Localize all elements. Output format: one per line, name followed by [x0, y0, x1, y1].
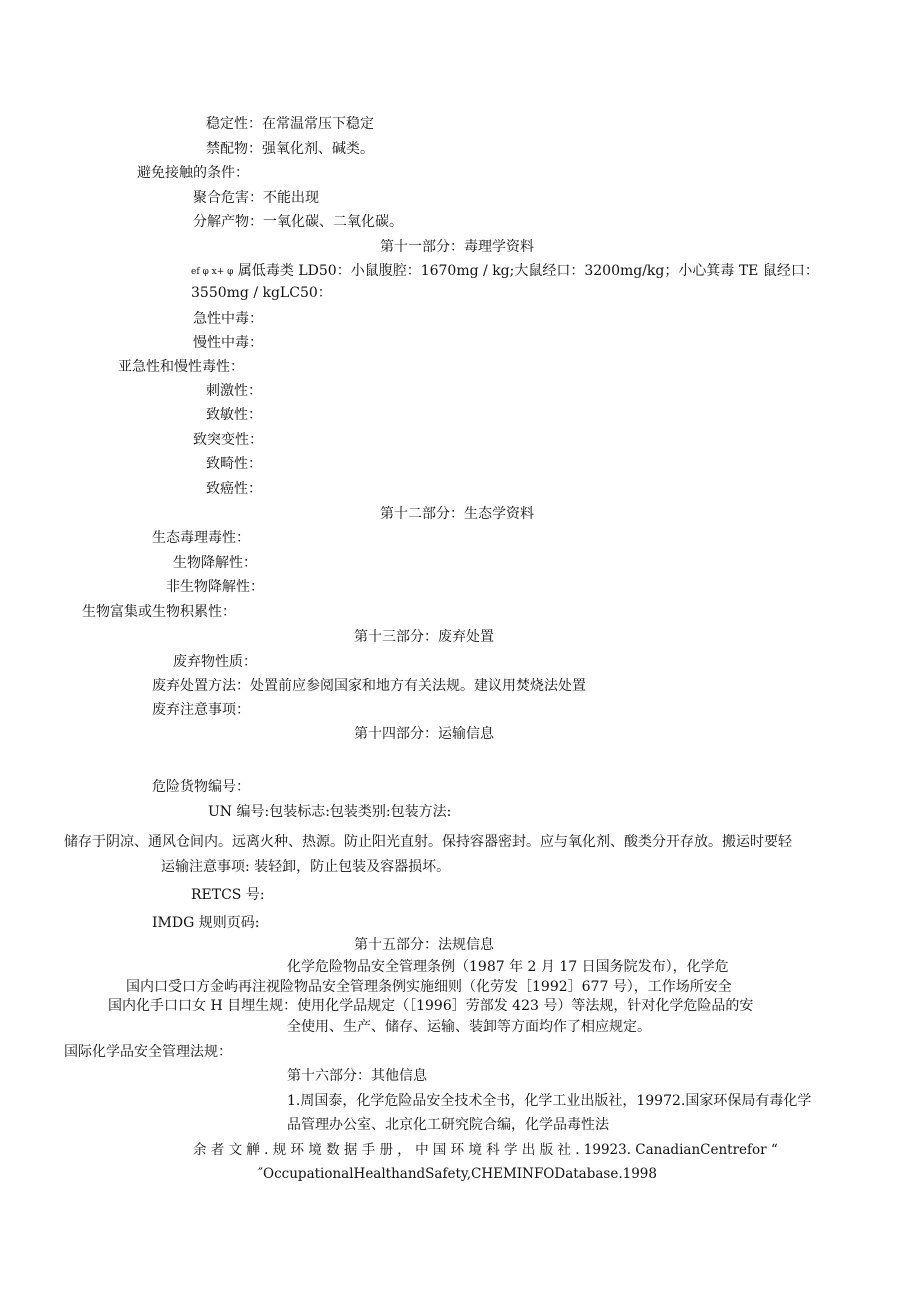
section14-title: 第十四部分：运输信息: [354, 726, 494, 742]
tox-line-1: ef φ x+ φ 属低毒类 LD50：小鼠腹腔：1670mg / kg;大鼠经口：3200mg/kg；小心箕毒 TE 鼠经口：: [191, 263, 819, 279]
imdg-label: IMDG 规则页码:: [152, 915, 260, 931]
section13-title: 第十三部分：废弃处置: [354, 629, 494, 645]
reference-line-3: 余 者 文 觯 . 规 环 境 数 据 手 册 ， 中 国 环 境 科 学 出 版 社 . 19923. CanadianCentrefor “: [193, 1142, 778, 1158]
incompatibles-row: 禁配物：强氧化剂、碱类。: [206, 141, 374, 157]
storage-line: 储存于阴凉、通风仓间内。远离火种、热源。防止阳光直射。保持容器密封。应与氧化剂、酸类分开存放。搬运时要轻: [64, 834, 792, 850]
subacute-toxicity-label: 亚急性和慢性毒性：: [118, 359, 244, 375]
dangerous-goods-label: 危险货物编号：: [152, 779, 250, 795]
section15-title: 第十五部分：法规信息: [354, 937, 494, 953]
regulation-line-3: 国内化手口口女 H 目埋生规：使用化学品规定（［1996］劳部发 423 号）等法规，针对化学危险品的安: [108, 998, 754, 1014]
irritation-label: 刺激性：: [206, 383, 262, 399]
section11-title: 第十一部分：毒理学资料: [380, 239, 534, 255]
nonbiodeg-label: 非生物降解性：: [166, 579, 264, 595]
bioaccum-label: 生物富集或生物积累性：: [82, 604, 236, 620]
reference-line-1: 1.周国泰，化学危险品安全技术全书，化学工业出版社，19972.国家环保局有毒化学: [287, 1093, 812, 1109]
regulation-line-1: 化学危险物品安全管理条例（1987 年 2 月 17 日国务院发布），化学危: [287, 959, 729, 975]
polymerization-row: 聚合危害：不能出现: [193, 190, 319, 206]
carcinogenicity-label: 致癌性：: [206, 481, 262, 497]
mutagenicity-label: 致突变性：: [193, 432, 263, 448]
un-line: UN 编号:包装标志:包装类别:包装方法:: [208, 804, 452, 820]
retcs-label: RETCS 号:: [191, 887, 265, 903]
tox-line-2: 3550mg / kgLC50：: [191, 285, 332, 301]
disposal-notes-label: 废弃注意事项：: [152, 702, 250, 718]
section12-title: 第十二部分：生态学资料: [380, 506, 534, 522]
reference-line-4: ″OccupationalHealthandSafety,CHEMINFODatabase.1998: [258, 1166, 657, 1182]
chronic-toxicity-label: 慢性中毒：: [193, 335, 263, 351]
disposal-row: 废弃处置方法：处置前应参阅国家和地方有关法规。建议用焚烧法处置: [152, 678, 586, 694]
reference-line-2: 品管理办公室、北京化工研究院合编，化学品毒性法: [287, 1117, 609, 1133]
intl-regulations-label: 国际化学品安全管理法规：: [64, 1044, 232, 1060]
regulation-line-4: 全使用、生产、储存、运输、装卸等方面均作了相应规定。: [287, 1019, 651, 1035]
biodeg-label: 生物降解性：: [173, 555, 257, 571]
tox-prefix: ef φ x+ φ: [191, 267, 234, 277]
section16-title: 第十六部分：其他信息: [287, 1068, 427, 1084]
waste-nature-label: 废弃物性质：: [173, 654, 257, 670]
avoid-conditions-label: 避免接触的条件：: [137, 165, 249, 181]
decomposition-row: 分解产物：一氧化碳、二氧化碳。: [193, 214, 403, 230]
teratogenicity-label: 致畸性：: [206, 456, 262, 472]
regulation-line-2: 国内口受口方金屿再注视险物品安全管理条例实施细则（化劳发［1992］677 号），工作场所安全: [126, 979, 732, 995]
transport-row: 运输注意事项: 装轻卸，防止包装及容器损坏。: [161, 859, 451, 875]
stability-row: 稳定性：在常温常压下稳定: [206, 116, 374, 132]
ecotox-label: 生态毒理毒性：: [152, 530, 250, 546]
acute-toxicity-label: 急性中毒：: [193, 311, 263, 327]
sensitization-label: 致敏性：: [206, 407, 262, 423]
